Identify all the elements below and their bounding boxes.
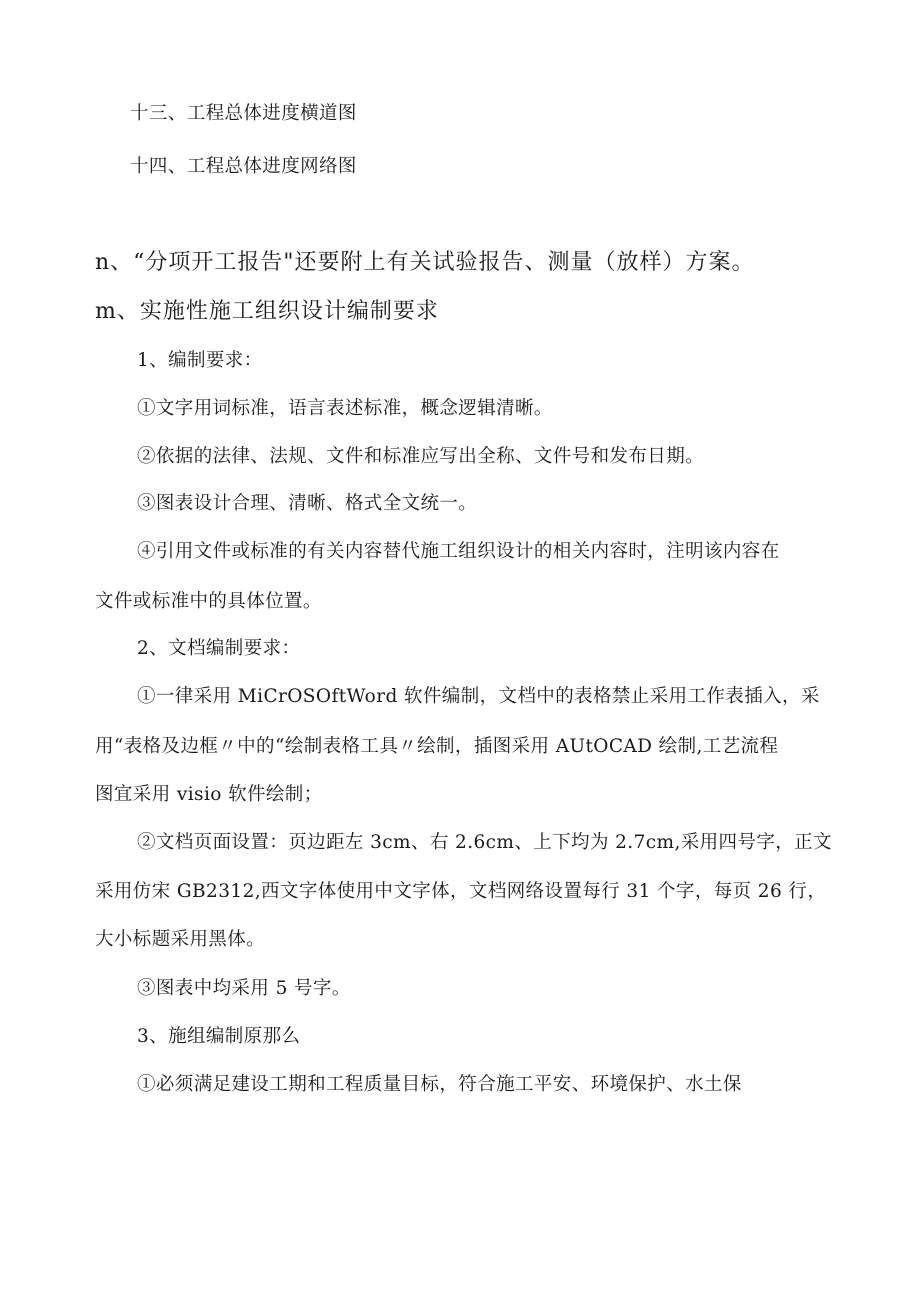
requirement-item-3: ③图表设计合理、清晰、格式全文统一。 — [137, 493, 478, 514]
subheading-compile-requirements: 1、编制要求： — [137, 350, 263, 371]
subheading-document-requirements: 2、文档编制要求： — [137, 638, 301, 659]
section-n-paragraph: n、“分项开工报告"还要附上有关试验报告、测量（放样）方案。 — [95, 250, 755, 275]
document-item-2-line-2: 采用仿宋 GB2312,西文字体使用中文字体，文档网络设置每行 31 个字，每页 26 行， — [95, 881, 827, 902]
document-item-1-line-2: 用“表格及边框〃中的“绘制表格工具〃绘制，插图采用 AUtOCAD 绘制,工艺流程 — [95, 736, 779, 757]
requirement-item-4-line-1: ④引用文件或标准的有关内容替代施工组织设计的相关内容时，注明该内容在 — [137, 541, 780, 562]
principle-item-1: ①必须满足建设工期和工程质量目标，符合施工平安、环境保护、水土保 — [137, 1074, 742, 1095]
document-item-1-line-3: 图宜采用 visio 软件绘制； — [95, 784, 323, 805]
requirement-item-2: ②依据的法律、法规、文件和标准应写出全称、文件号和发布日期。 — [137, 446, 705, 467]
schedule-network-diagram-item: 十四、工程总体进度网络图 — [130, 156, 357, 177]
document-item-1-line-1: ①一律采用 MiCrOSOftWord 软件编制，文档中的表格禁止采用工作表插入，采 — [137, 686, 820, 707]
section-m-heading: m、实施性施工组织设计编制要求 — [95, 299, 439, 324]
document-item-2-line-3: 大小标题采用黑体。 — [95, 929, 266, 950]
document-item-2-line-1: ②文档页面设置：页边距左 3cm、右 2.6cm、上下均为 2.7cm,采用四号字，正文 — [137, 832, 832, 853]
schedule-bar-chart-item: 十三、工程总体进度横道图 — [130, 103, 357, 124]
requirement-item-1: ①文字用词标准，语言表述标准，概念逻辑清晰。 — [137, 398, 553, 419]
document-item-3: ③图表中均采用 5 号字。 — [137, 978, 351, 999]
subheading-principles: 3、施组编制原那么 — [137, 1026, 301, 1047]
requirement-item-4-line-2: 文件或标准中的具体位置。 — [95, 591, 322, 612]
